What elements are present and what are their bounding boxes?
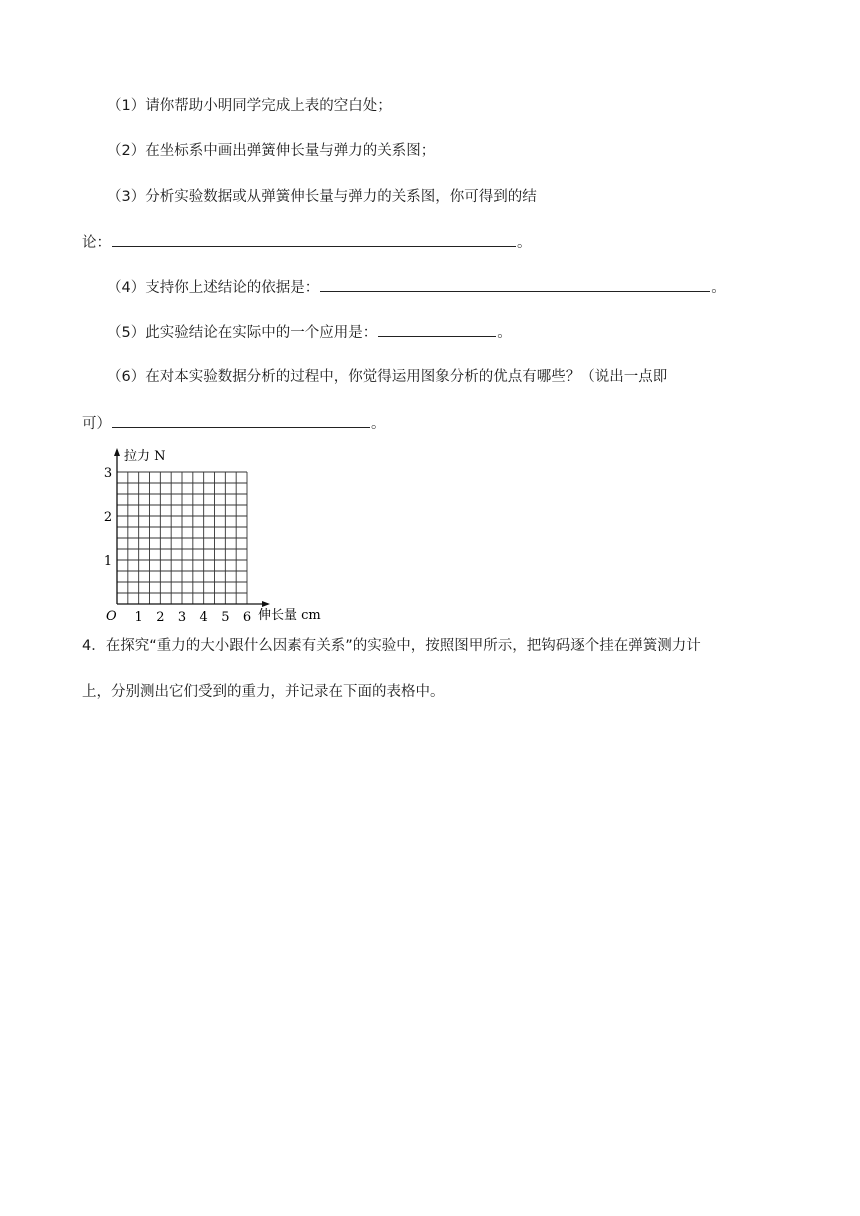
problem-4-line-1 <box>82 636 701 656</box>
question-6-prefix: 可） <box>82 416 111 432</box>
answer-blank-5[interactable] <box>378 322 496 337</box>
question-3-line-2 <box>82 232 532 253</box>
problem-4-line-2 <box>82 682 445 702</box>
grid-lines <box>117 472 247 604</box>
question-1 <box>107 96 392 116</box>
y-axis-arrow <box>114 448 120 456</box>
answer-blank-4[interactable] <box>320 277 710 292</box>
question-3-line-1 <box>107 187 537 207</box>
y-axis-label: 拉力 N <box>124 449 166 464</box>
x-tick-label: 2 <box>156 610 165 625</box>
period: 。 <box>711 280 726 296</box>
question-2-text: （2）在坐标系中画出弹簧伸长量与弹力的关系图； <box>107 143 436 159</box>
period: 。 <box>517 235 532 251</box>
question-6-line-2 <box>82 413 386 434</box>
question-4-text: （4）支持你上述结论的依据是： <box>107 280 320 296</box>
answer-blank-6[interactable] <box>112 413 370 428</box>
question-1-text: （1）请你帮助小明同学完成上表的空白处； <box>107 98 392 114</box>
period: 。 <box>371 416 386 432</box>
y-tick-label: 2 <box>103 510 113 525</box>
question-2 <box>107 141 435 161</box>
question-6-text: （6）在对本实验数据分析的过程中，你觉得运用图象分析的优点有哪些？（说出一点即 <box>107 369 668 385</box>
question-3-text: （3）分析实验数据或从弹簧伸长量与弹力的关系图，你可得到的结 <box>107 189 537 205</box>
question-4 <box>107 277 726 298</box>
x-tick-label: 1 <box>134 610 143 625</box>
x-axis-label: 伸长量 cm <box>258 608 321 623</box>
question-3-prefix: 论： <box>82 235 111 251</box>
period: 。 <box>497 325 512 341</box>
x-tick-label: 3 <box>177 610 187 625</box>
x-tick-label: 4 <box>199 610 208 625</box>
y-tick-label: 3 <box>103 466 113 481</box>
x-tick-label: 5 <box>221 610 230 625</box>
force-extension-grid <box>98 446 338 626</box>
x-tick-label: 6 <box>242 610 252 625</box>
question-5-text: （5）此实验结论在实际中的一个应用是： <box>107 325 378 341</box>
problem-4-text: 4．在探究“重力的大小跟什么因素有关系”的实验中，按照图甲所示，把钩码逐个挂在弹簧测力计 <box>82 638 701 654</box>
problem-4-text-continued: 上，分别测出它们受到的重力，并记录在下面的表格中。 <box>82 684 445 700</box>
tick-labels <box>104 466 251 625</box>
answer-blank-3[interactable] <box>112 232 516 247</box>
y-tick-label: 1 <box>103 554 113 569</box>
question-6-line-1 <box>107 367 667 387</box>
x-axis-arrow <box>262 601 270 607</box>
origin-label: O <box>106 609 117 624</box>
question-5 <box>107 322 512 343</box>
